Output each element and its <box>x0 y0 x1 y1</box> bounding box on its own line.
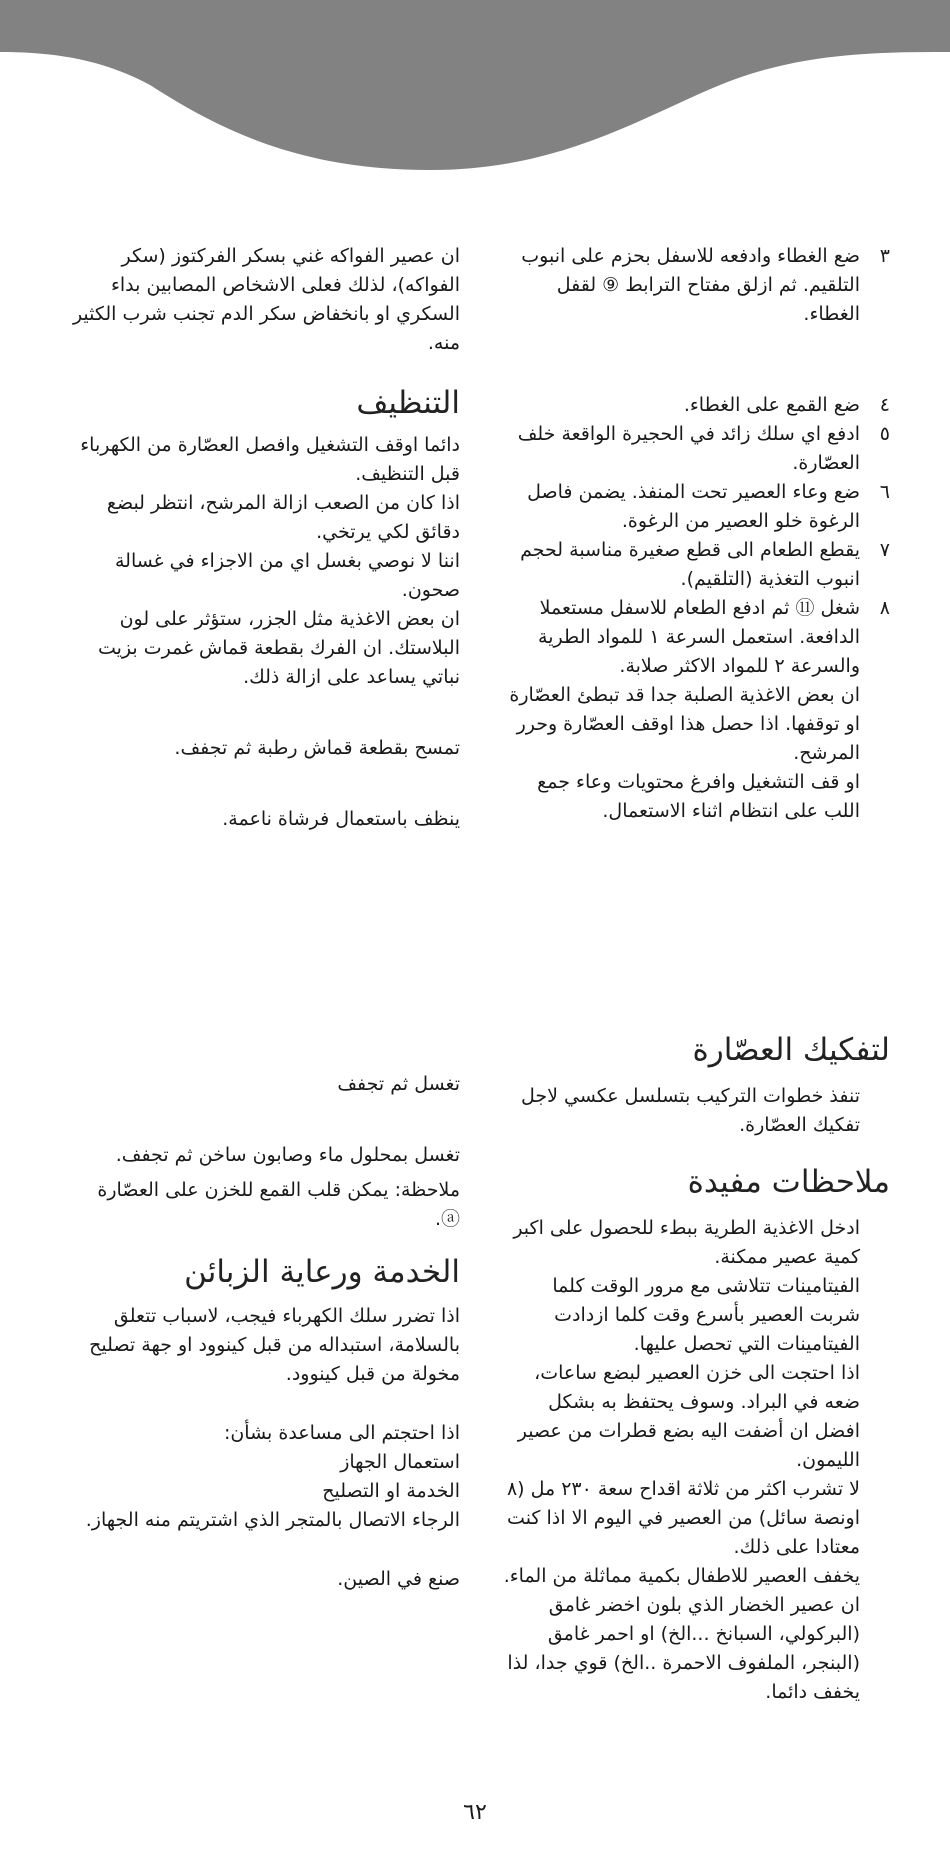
step-text: ضع وعاء العصير تحت المنفذ. يضمن فاصل الرغوة خلو العصير من الرغوة. <box>527 481 860 532</box>
cleaning-paragraph: دائما اوقف التشغيل وافصل العصّارة من الكهرباء قبل التنظيف. <box>80 434 460 485</box>
wipe-instruction: تمسح بقطعة قماش رطبة ثم تجفف. <box>174 737 460 759</box>
step-item <box>500 536 890 594</box>
tip-item: ادخل الاغذية الطرية ببطء للحصول على اكبر كمية عصير ممكنة. <box>513 1217 860 1268</box>
step-number: ٥ <box>879 423 890 445</box>
step-text: شغل ⑪ ثم ادفع الطعام للاسفل مستعملا الدافعة. استعمل السرعة ١ للمواد الطرية والسرعة ٢ للمواد الاكثر صلابة. <box>538 597 860 677</box>
disassemble-heading: لتفكيك العصّارة <box>692 1032 890 1068</box>
tip-item: ان عصير الخضار الذي بلون اخضر غامق (البركولي، السبانخ ...الخ) او احمر غامق (البنجر، الملفوف الاحمرة ..الخ) قوي جدا، لذا يخفف دائما. <box>507 1594 860 1703</box>
tip-item: اذا احتجت الى خزن العصير لبضع ساعات، ضعه في البراد. وسوف يحتفظ به بشكل افضل ان أضفت اليه بضع قطرات من عصير الليمون. <box>517 1362 860 1471</box>
page-number: ٦٢ <box>463 1800 487 1825</box>
cleaning-paragraph: ان بعض الاغذية مثل الجزر، ستؤثر على لون البلاستك. ان الفرك بقطعة قماش غمرت بزيت نباتي يساعد على ازالة ذلك. <box>97 608 460 688</box>
cleaning-paragraph: اننا لا نوصي بغسل اي من الاجزاء في غسالة صحون. <box>114 550 460 601</box>
step-8-notes <box>500 681 890 826</box>
step-number: ٦ <box>879 481 890 503</box>
tips-list <box>500 1214 890 1707</box>
cleaning-heading: التنظيف <box>356 385 460 421</box>
cleaning-paragraph: اذا كان من الصعب ازالة المرشح، انتظر لبضع دقائق لكي يرتخي. <box>106 492 460 543</box>
help-line: الرجاء الاتصال بالمتجر الذي اشتريتم منه الجهاز. <box>85 1509 460 1531</box>
step-item <box>500 391 890 420</box>
step-8-note: ان بعض الاغذية الصلبة جدا قد تبطئ العصّارة او توقفها. اذا حصل هذا اوقف العصّارة وحرر المرشح. <box>509 684 860 764</box>
step-number: ٧ <box>879 539 890 561</box>
wash-dry-instruction: تغسل ثم تجفف <box>337 1073 460 1095</box>
tip-item: الفيتامينات تتلاشى مع مرور الوقت كلما شربت العصير بأسرع وقت كلما ازدادت الفيتامينات التي تحصل عليها. <box>552 1275 860 1355</box>
step-item <box>500 420 890 478</box>
step-item <box>500 242 890 329</box>
step-text: ضع الغطاء وادفعه للاسفل بحزم على انبوب التلقيم. ثم ازلق مفتاح الترابط ⑨ لقفل الغطاء. <box>521 245 860 325</box>
brush-instruction: ينظف باستعمال فرشاة ناعمة. <box>222 808 460 830</box>
help-lines <box>70 1419 460 1535</box>
step-number: ٨ <box>879 597 890 619</box>
service-text: اذا تضرر سلك الكهرباء فيجب، لاسباب تتعلق بالسلامة، استبداله من قبل كينوود او جهة تصليح مخولة من قبل كينوود. <box>89 1305 460 1385</box>
service-column <box>70 1070 460 1594</box>
help-line: اذا احتجتم الى مساعدة بشأن: <box>223 1422 460 1444</box>
tips-heading: ملاحظات مفيدة <box>687 1164 890 1200</box>
step-text: ادفع اي سلك زائد في الحجيرة الواقعة خلف العصّارة. <box>517 423 860 474</box>
header-wave-band <box>0 0 950 175</box>
step-number: ٤ <box>879 394 890 416</box>
step-item <box>500 594 890 681</box>
step-text: يقطع الطعام الى قطع صغيرة مناسبة لحجم انبوب التغذية (التلقيم). <box>520 539 860 590</box>
service-heading: الخدمة ورعاية الزبائن <box>184 1254 460 1290</box>
wash-soap-instruction: تغسل بمحلول ماء وصابون ساخن ثم تجفف. <box>115 1144 460 1166</box>
assembly-steps-column <box>500 242 890 826</box>
fructose-warning: ان عصير الفواكه غني بسكر الفركتوز (سكر الفواكه)، لذلك فعلى الاشخاص المصابين بداء السكري او بانخفاض سكر الدم تجنب شرب الكثير منه. <box>72 245 460 354</box>
step-text: ضع القمع على الغطاء. <box>683 394 860 416</box>
step-item <box>500 478 890 536</box>
tips-column <box>500 1030 890 1707</box>
help-line: استعمال الجهاز <box>340 1451 460 1473</box>
made-in-text: صنع في الصين. <box>337 1568 460 1590</box>
cleaning-column <box>70 242 460 834</box>
storage-note: ملاحظة: يمكن قلب القمع للخزن على العصّارة ⓐ. <box>97 1179 460 1230</box>
help-line: الخدمة او التصليح <box>322 1480 460 1502</box>
tip-item: يخفف العصير للاطفال بكمية مماثلة من الماء. <box>503 1565 860 1587</box>
disassemble-text: تنفذ خطوات التركيب بتسلسل عكسي لاجل تفكيك العصّارة. <box>520 1085 860 1136</box>
tip-item: لا تشرب اكثر من ثلاثة اقداح سعة ٢٣٠ مل (٨ اونصة سائل) من العصير في اليوم الا اذا كنت معتادا على ذلك. <box>506 1478 860 1558</box>
step-8-note: او قف التشغيل وافرغ محتويات وعاء جمع اللب على انتظام اثناء الاستعمال. <box>537 771 860 822</box>
step-number: ٣ <box>879 245 890 267</box>
